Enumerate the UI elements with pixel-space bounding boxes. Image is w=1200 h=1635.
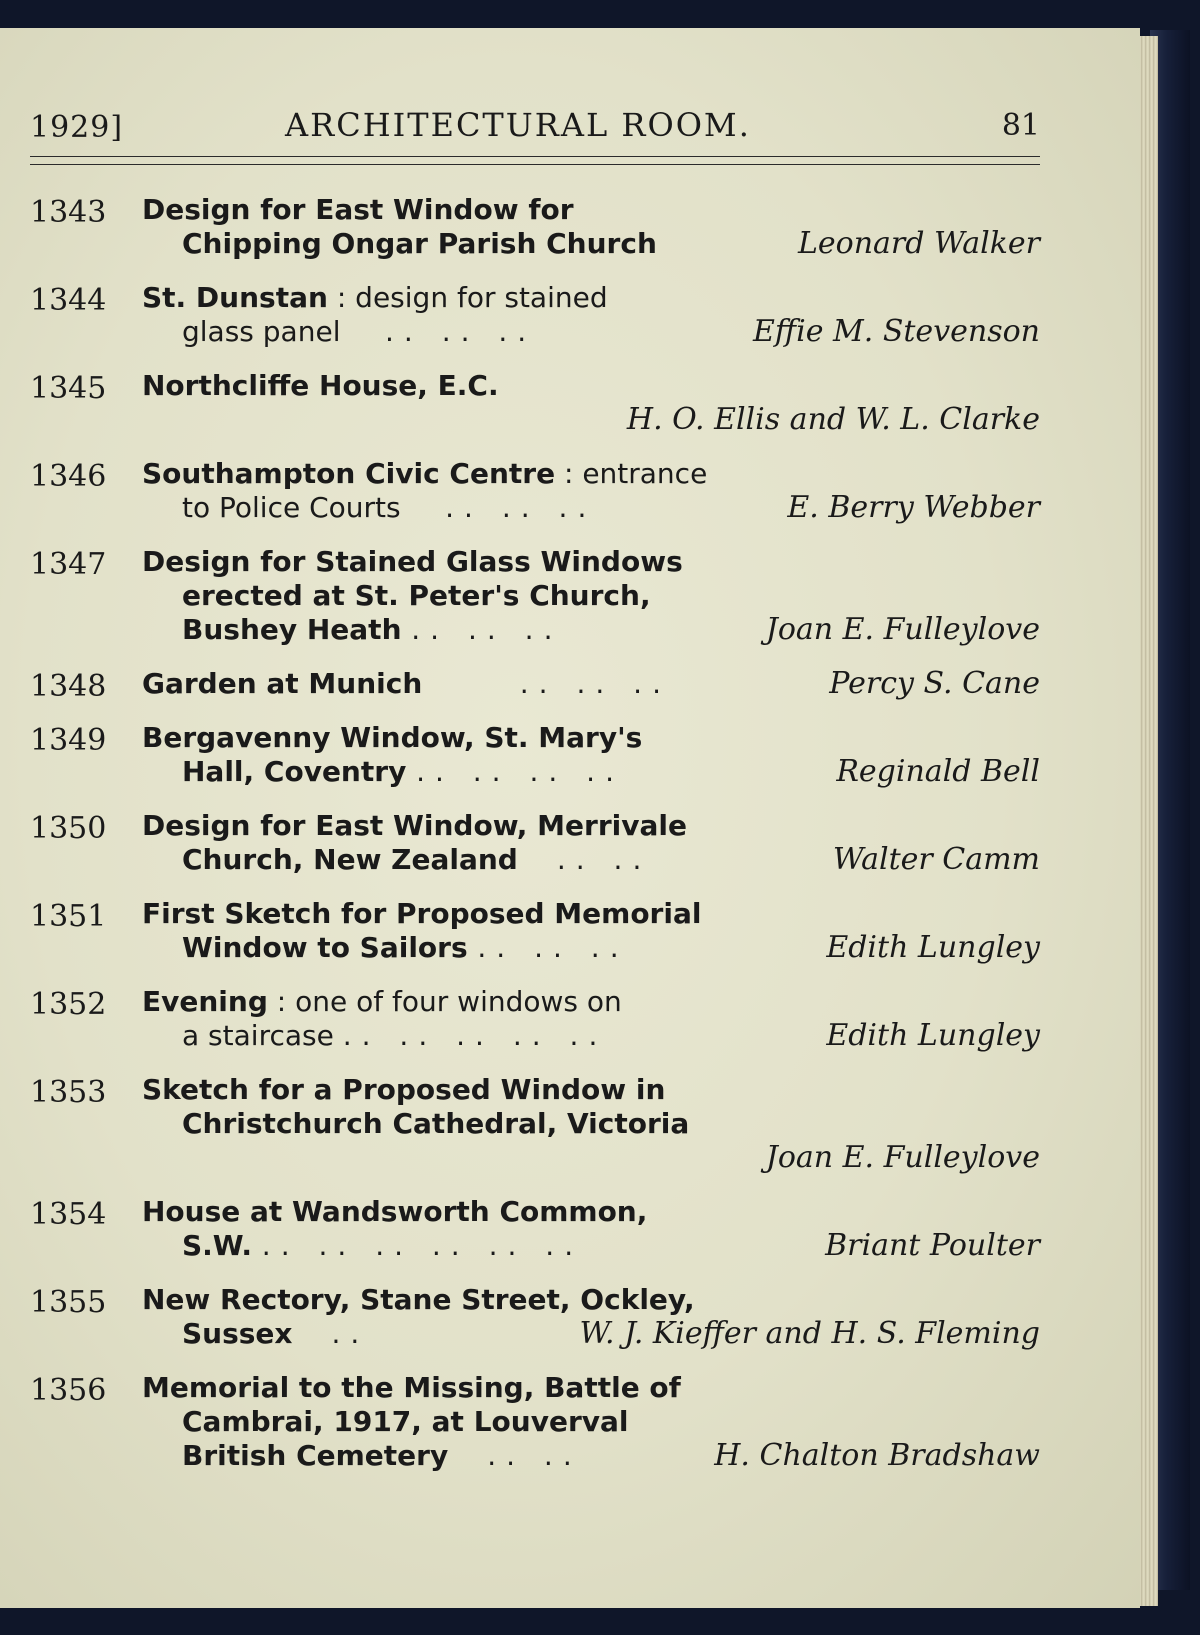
entry-number: 1343 [30,195,107,230]
entry-title-line: Memorial to the Missing, Battle of [142,1371,681,1404]
entry-title-line: Southampton Civic Centre : entrance [142,457,708,490]
entry-title-line: House at Wandsworth Common, [142,1195,648,1228]
entry-title [142,809,722,877]
catalogue-entry [30,457,1040,525]
header-rule-bottom [30,164,1040,165]
entry-number: 1344 [30,283,107,318]
leader-dots: .. .. [487,1439,582,1472]
catalogue-entry [30,545,1040,647]
entry-title [142,985,722,1053]
entry-title-line [142,491,762,525]
catalogue-entry [30,985,1040,1053]
entry-title-line: Design for East Window for [142,193,574,226]
entry-title-text: Church, New Zealand [182,843,518,876]
catalogue-entry [30,666,1040,704]
catalogue-entry [30,1073,1040,1175]
entry-artist: Percy S. Cane [829,666,1040,701]
catalogue-entry [30,1195,1040,1263]
entry-number: 1349 [30,723,107,758]
entry-artist: Walter Camm [832,842,1040,877]
entry-title-line [142,931,722,965]
entry-title [142,369,722,403]
catalogue-entry [30,193,1040,261]
entry-artist: Joan E. Fulleylove [765,612,1040,647]
running-head-title: ARCHITECTURAL ROOM. [285,106,751,144]
entry-title [142,1073,722,1141]
entry-artist: Joan E. Fulleylove [765,1140,1040,1175]
catalogue-entry [30,897,1040,965]
entry-title-text: Window to Sailors [182,931,468,964]
entry-title-line [142,755,722,789]
entry-title-line [142,613,722,647]
entry-artist: Effie M. Stevenson [753,314,1040,349]
entry-title-text: glass panel [182,315,341,348]
leader-dots: .. .. .. [477,931,629,964]
entry-title-line: First Sketch for Proposed Memorial [142,897,702,930]
entry-title-text: British Cemetery [182,1439,449,1472]
leader-dots: .. .. .. .. .. [342,1019,608,1052]
entry-title [142,897,722,965]
entry-title [142,1371,722,1473]
entry-title-line: Bergavenny Window, St. Mary's [142,721,643,754]
entry-number: 1351 [30,899,107,934]
entry-title [142,457,762,525]
entry-title-line [142,1439,722,1473]
leader-dots: .. [331,1317,370,1350]
entry-number: 1354 [30,1197,107,1232]
entry-artist: H. Chalton Bradshaw [714,1438,1040,1473]
entry-title-line [142,315,722,349]
leader-dots: .. .. .. .. .. .. [261,1229,584,1262]
entry-title-line [142,843,722,877]
catalogue-entry [30,369,1040,437]
entry-number: 1347 [30,547,107,582]
entry-number: 1346 [30,459,107,494]
entry-number: 1355 [30,1285,107,1320]
entry-title-line [142,667,722,701]
entry-title [142,1195,722,1263]
entry-artist: Briant Poulter [825,1228,1040,1263]
entry-artist: Edith Lungley [826,930,1040,965]
entry-title-line [142,1229,722,1263]
entry-artist: Reginald Bell [836,754,1040,789]
entry-title-line: Chipping Ongar Parish Church [182,227,657,260]
entry-title-line: Northcliffe House, E.C. [142,369,499,402]
entry-artist: Leonard Walker [797,226,1040,261]
page-number: 81 [1001,108,1040,143]
entry-title [142,193,722,261]
entry-title-line: New Rectory, Stane Street, Ockley, [142,1283,695,1316]
leader-dots: .. .. .. .. [416,755,624,788]
catalogue-entries [30,193,1040,1493]
leader-dots: .. .. .. [445,491,597,524]
catalogue-entry [30,809,1040,877]
entry-title-line: Sketch for a Proposed Window in [142,1073,666,1106]
entry-number: 1356 [30,1373,107,1408]
book-page [0,28,1140,1608]
entry-title [142,667,722,701]
catalogue-entry [30,1283,1040,1351]
entry-title-text: Bushey Heath [182,613,402,646]
entry-artist: H. O. Ellis and W. L. Clarke [626,402,1040,437]
running-head-year: 1929] [30,110,124,145]
entry-title-line: erected at St. Peter's Church, [182,579,651,612]
entry-number: 1352 [30,987,107,1022]
entry-title-line: Christchurch Cathedral, Victoria [182,1107,690,1140]
entry-title-text: a staircase [182,1019,334,1052]
entry-artist: W. J. Kieffer and H. S. Fleming [579,1316,1040,1351]
entry-title-line: Evening : one of four windows on [142,985,622,1018]
catalogue-entry [30,1371,1040,1473]
entry-artist: E. Berry Webber [787,490,1040,525]
leader-dots: .. .. .. [519,667,671,700]
entry-title-line [142,1019,722,1053]
running-head [30,88,1040,145]
entry-title [142,545,722,647]
header-rule-top [30,156,1040,157]
entry-number: 1348 [30,669,107,704]
entry-title-text: Hall, Coventry [182,755,407,788]
leader-dots: .. .. [556,843,652,876]
entry-title [142,281,722,349]
entry-title-line: Cambrai, 1917, at Louverval [182,1405,629,1438]
entry-title [142,721,722,789]
catalogue-entry [30,721,1040,789]
entry-title-text: to Police Courts [182,491,401,524]
entry-title-text: Garden at Munich [142,667,423,700]
entry-number: 1345 [30,371,107,406]
entry-title-text: Sussex [182,1317,293,1350]
entry-number: 1350 [30,811,107,846]
catalogue-entry [30,281,1040,349]
entry-title-line: Design for Stained Glass Windows [142,545,683,578]
entry-title-text: S.W. [182,1229,253,1262]
entry-title-line: Design for East Window, Merrivale [142,809,687,842]
leader-dots: .. .. .. [411,613,563,646]
entry-number: 1353 [30,1075,107,1110]
entry-title-line: St. Dunstan : design for stained [142,281,608,314]
entry-artist: Edith Lungley [826,1018,1040,1053]
leader-dots: .. .. .. [385,315,537,348]
